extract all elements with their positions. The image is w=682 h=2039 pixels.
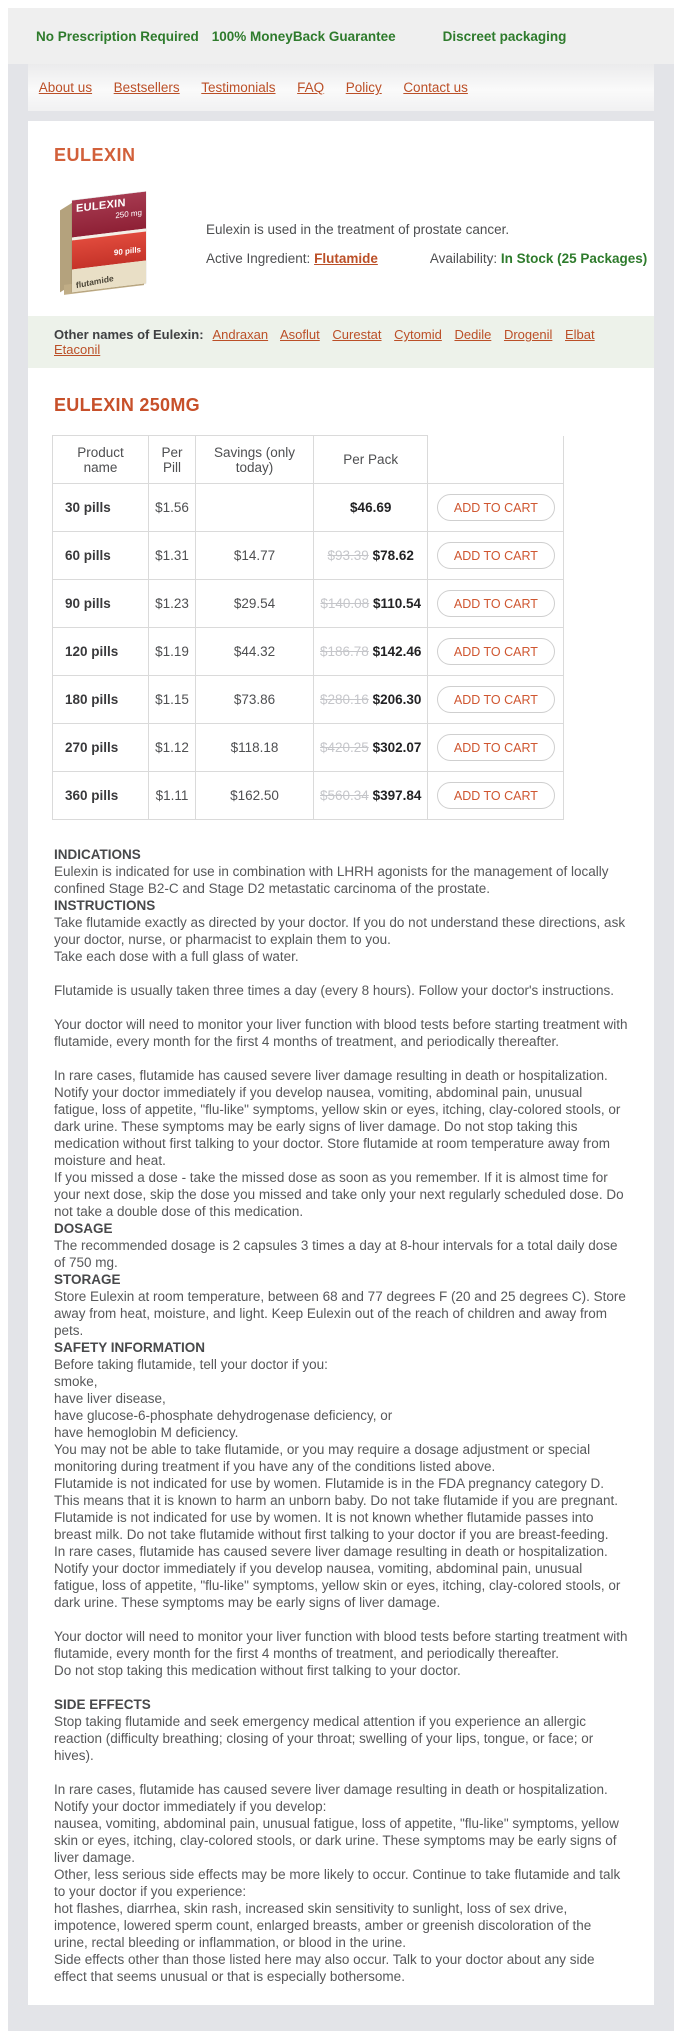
- add-to-cart-button[interactable]: ADD TO CART: [437, 590, 555, 617]
- old-price: $186.78: [320, 644, 369, 659]
- product-overview: [28, 192, 654, 294]
- spacer: [54, 1611, 628, 1628]
- section-text: If you missed a dose - take the missed dose as soon as you remember. If it is almost time for your next dose, skip the dose you missed and take only your next regularly scheduled dose. Do not take a double dose of this medication.: [54, 1170, 624, 1219]
- spacer: [54, 1679, 628, 1696]
- nav-about-us[interactable]: About us: [38, 80, 93, 95]
- add-to-cart-button[interactable]: ADD TO CART: [437, 734, 555, 761]
- per-pill-price: $1.11: [149, 772, 196, 820]
- add-to-cart-button[interactable]: ADD TO CART: [437, 638, 555, 665]
- pack-name: 360 pills: [53, 772, 149, 820]
- current-price: $78.62: [372, 548, 414, 563]
- pack-name: 30 pills: [53, 484, 149, 532]
- table-row: [53, 580, 564, 628]
- benefit-no-prescription: No Prescription Required: [36, 28, 199, 44]
- per-pack-price: [314, 628, 428, 676]
- spacer: [54, 1764, 628, 1781]
- spacer: [54, 1050, 628, 1067]
- add-to-cart-button[interactable]: ADD TO CART: [437, 782, 555, 809]
- old-price: $280.16: [320, 692, 369, 707]
- nav-bestsellers[interactable]: Bestsellers: [113, 80, 180, 95]
- section-text: Flutamide is usually taken three times a day (every 8 hours). Follow your doctor's instructions.: [54, 983, 615, 998]
- other-name-link[interactable]: Curestat: [332, 327, 382, 342]
- section-text: Do not stop taking this medication without first talking to your doctor.: [54, 1663, 461, 1678]
- add-to-cart-cell: [428, 532, 564, 580]
- section-heading: INDICATIONS: [54, 847, 141, 862]
- product-box-image: [58, 192, 150, 294]
- page-background: [8, 8, 674, 2031]
- savings-value: [196, 484, 314, 532]
- per-pill-price: $1.23: [149, 580, 196, 628]
- per-pack-price: [314, 724, 428, 772]
- section-text: In rare cases, flutamide has caused severe liver damage resulting in death or hospitalization. Notify your doctor immediately if you develop nausea, vomiting, abdominal pain, unusual fatigue, loss of appetite, "flu-like" symptoms, yellow skin or eyes, itching, clay-colored stools, or dark urine. These symptoms may be early signs of liver damage. Do not stop taking this medication without first talking to your doctor. Store flutamide at room temperature away from moisture and heat.: [54, 1068, 621, 1168]
- per-pill-price: $1.19: [149, 628, 196, 676]
- other-name-link[interactable]: Cytomid: [394, 327, 442, 342]
- pricing-heading: EULEXIN 250MG: [54, 395, 200, 415]
- table-header-row: [53, 436, 564, 484]
- per-pack-price: [314, 484, 428, 532]
- section-text: smoke,: [54, 1374, 98, 1389]
- box-pill-count: 90 pills: [113, 245, 141, 258]
- section-heading: SAFETY INFORMATION: [54, 1340, 205, 1355]
- savings-value: $73.86: [196, 676, 314, 724]
- other-names-strip: [28, 316, 654, 368]
- box-front: [72, 191, 146, 292]
- add-to-cart-cell: [428, 676, 564, 724]
- pack-name: 90 pills: [53, 580, 149, 628]
- nav-policy[interactable]: Policy: [345, 80, 382, 95]
- nav-contact-us[interactable]: Contact us: [403, 80, 468, 95]
- table-row: [53, 724, 564, 772]
- savings-value: $44.32: [196, 628, 314, 676]
- main-nav: [28, 64, 654, 111]
- box-ingredient: flutamide: [75, 273, 114, 291]
- other-name-link[interactable]: Etaconil: [54, 342, 101, 357]
- spacer: [54, 999, 628, 1016]
- table-row: [53, 628, 564, 676]
- table-row: [53, 772, 564, 820]
- current-price: $142.46: [372, 644, 422, 659]
- section-text: Stop taking flutamide and seek emergency medical attention if you experience an allergic reaction (difficulty breathing; closing of your throat; swelling of your lips, tongue, or face; or hives).: [54, 1714, 594, 1763]
- section-text: have hemoglobin M deficiency.: [54, 1425, 239, 1440]
- current-price: $302.07: [372, 740, 422, 755]
- old-price: $140.08: [320, 596, 370, 611]
- section-text: Other, less serious side effects may be more likely to occur. Continue to take flutamide and talk to your doctor if you experience:: [54, 1867, 621, 1899]
- section-heading: SIDE EFFECTS: [54, 1697, 151, 1712]
- spacer: [54, 965, 628, 982]
- col-actions: [428, 436, 564, 484]
- add-to-cart-cell: [428, 628, 564, 676]
- savings-value: $14.77: [196, 532, 314, 580]
- section-text: have glucose-6-phosphate dehydrogenase deficiency, or: [54, 1408, 393, 1423]
- add-to-cart-cell: [428, 772, 564, 820]
- old-price: $560.34: [320, 788, 369, 803]
- section-text: In rare cases, flutamide has caused severe liver damage resulting in death or hospitalization. Notify your doctor immediately if you develop:: [54, 1782, 608, 1814]
- pack-name: 270 pills: [53, 724, 149, 772]
- page-title: EULEXIN: [54, 145, 136, 165]
- section-text: Store Eulexin at room temperature, between 68 and 77 degrees F (20 and 25 degrees C). Store away from heat, moisture, and light. Keep Eulexin out of the reach of children and away from pets.: [54, 1289, 626, 1338]
- box-brand-name: EULEXIN: [76, 196, 126, 216]
- other-name-link[interactable]: Andraxan: [212, 327, 269, 342]
- section-heading: INSTRUCTIONS: [54, 898, 156, 913]
- current-price: $397.84: [372, 788, 422, 803]
- table-row: [53, 676, 564, 724]
- per-pack-price: [314, 532, 428, 580]
- other-names-label: Other names of Eulexin:: [54, 327, 204, 342]
- other-name-link[interactable]: Asoflut: [280, 327, 320, 342]
- old-price: $420.25: [320, 740, 369, 755]
- table-row: [53, 532, 564, 580]
- section-text: Eulexin is indicated for use in combination with LHRH agonists for the management of locally confined Stage B2-C and Stage D2 metastatic carcinoma of the prostate.: [54, 864, 609, 896]
- add-to-cart-button[interactable]: ADD TO CART: [437, 686, 555, 713]
- section-text: have liver disease,: [54, 1391, 166, 1406]
- per-pill-price: $1.56: [149, 484, 196, 532]
- section-text: Side effects other than those listed here may also occur. Talk to your doctor about any side effect that seems unusual or that is especially bothersome.: [54, 1952, 595, 1984]
- pricing-table: [52, 435, 564, 820]
- section-heading: STORAGE: [54, 1272, 121, 1287]
- col-product-name: Product name: [53, 436, 149, 484]
- pack-name: 180 pills: [53, 676, 149, 724]
- active-ingredient-link[interactable]: Flutamide: [314, 251, 378, 266]
- section-text: Before taking flutamide, tell your doctor if you:: [54, 1357, 328, 1372]
- content-card: [28, 121, 654, 2005]
- box-dose: 250 mg: [115, 207, 142, 221]
- per-pill-price: $1.15: [149, 676, 196, 724]
- availability-label: Availability:: [429, 251, 498, 266]
- section-text: In rare cases, flutamide has caused severe liver damage resulting in death or hospitalization. Notify your doctor immediately if you develop nausea, vomiting, abdominal pain, unusual fatigue, loss of appetite, "flu-like" symptoms, yellow skin or eyes, itching, clay-colored stools, or dark urine. These symptoms may be early signs of liver damage.: [54, 1544, 621, 1610]
- col-savings: Savings (only today): [196, 436, 314, 484]
- section-text: The recommended dosage is 2 capsules 3 times a day at 8-hour intervals for a total daily dose of 750 mg.: [54, 1238, 618, 1270]
- availability-status: In Stock (25 Packages): [500, 251, 648, 266]
- add-to-cart-cell: [428, 484, 564, 532]
- other-name-link[interactable]: Drogenil: [503, 327, 553, 342]
- section-text: Flutamide is not indicated for use by women. Flutamide is in the FDA pregnancy category D. This means that it is known to harm an unborn baby. Do not take flutamide if you are pregnant. Flutamide is not indicated for use by women. It is not known whether flutamide passes into breast milk. Do not take flutamide without first talking to your doctor if you are breast-feeding.: [54, 1476, 619, 1542]
- product-description: Eulexin is used in the treatment of prostate cancer.: [206, 222, 510, 237]
- current-price: $110.54: [372, 596, 422, 611]
- section-text: Take flutamide exactly as directed by your doctor. If you do not understand these directions, ask your doctor, nurse, or pharmacist to explain them to you.: [54, 915, 626, 947]
- add-to-cart-cell: [428, 580, 564, 628]
- col-per-pill: Per Pill: [149, 436, 196, 484]
- per-pill-price: $1.12: [149, 724, 196, 772]
- col-per-pack: Per Pack: [314, 436, 428, 484]
- table-row: [53, 484, 564, 532]
- benefit-discreet: Discreet packaging: [442, 28, 567, 44]
- pricing-table-body: [53, 484, 564, 820]
- current-price: $206.30: [372, 692, 422, 707]
- current-price: $46.69: [350, 500, 392, 515]
- savings-value: $29.54: [196, 580, 314, 628]
- section-text: Your doctor will need to monitor your liver function with blood tests before starting treatment with flutamide, every month for the first 4 months of treatment, and periodically thereafter.: [54, 1629, 628, 1661]
- availability-row: [430, 251, 647, 266]
- section-text: hot flashes, diarrhea, skin rash, increased skin sensitivity to sunlight, loss of sex drive, impotence, lowered sperm count, enlarged breasts, amber or greenish discoloration of the urine, rectal bleeding or inflammation, or blood in the urine.: [54, 1901, 592, 1950]
- section-text: nausea, vomiting, abdominal pain, unusual fatigue, loss of appetite, "flu-like" symptoms, yellow skin or eyes, itching, clay-colored stools, or dark urine. These symptoms may be early signs of liver damage.: [54, 1816, 619, 1865]
- per-pill-price: $1.31: [149, 532, 196, 580]
- add-to-cart-button[interactable]: ADD TO CART: [437, 542, 555, 569]
- pack-name: 120 pills: [53, 628, 149, 676]
- savings-value: $118.18: [196, 724, 314, 772]
- other-name-link[interactable]: Elbat: [565, 327, 595, 342]
- nav-links: [28, 80, 479, 95]
- add-to-cart-button[interactable]: ADD TO CART: [437, 494, 555, 521]
- section-heading: DOSAGE: [54, 1221, 113, 1236]
- add-to-cart-cell: [428, 724, 564, 772]
- section-text: Your doctor will need to monitor your liver function with blood tests before starting treatment with flutamide, every month for the first 4 months of treatment, and periodically thereafter.: [54, 1017, 628, 1049]
- section-text: You may not be able to take flutamide, or you may require a dosage adjustment or special monitoring during treatment if you have any of the conditions listed above.: [54, 1442, 591, 1474]
- benefits-bar: [8, 8, 674, 64]
- product-info: [206, 192, 647, 294]
- other-name-link[interactable]: Dedile: [454, 327, 492, 342]
- drug-info: [54, 846, 628, 2005]
- old-price: $93.39: [327, 548, 369, 563]
- per-pack-price: [314, 676, 428, 724]
- per-pack-price: [314, 772, 428, 820]
- savings-value: $162.50: [196, 772, 314, 820]
- per-pack-price: [314, 580, 428, 628]
- pack-name: 60 pills: [53, 532, 149, 580]
- nav-testimonials[interactable]: Testimonials: [201, 80, 276, 95]
- nav-faq[interactable]: FAQ: [297, 80, 325, 95]
- active-ingredient-row: [206, 251, 378, 266]
- section-text: Take each dose with a full glass of water.: [54, 949, 299, 964]
- active-ingredient-label: Active Ingredient:: [206, 251, 311, 266]
- benefit-moneyback: 100% MoneyBack Guarantee: [211, 28, 396, 44]
